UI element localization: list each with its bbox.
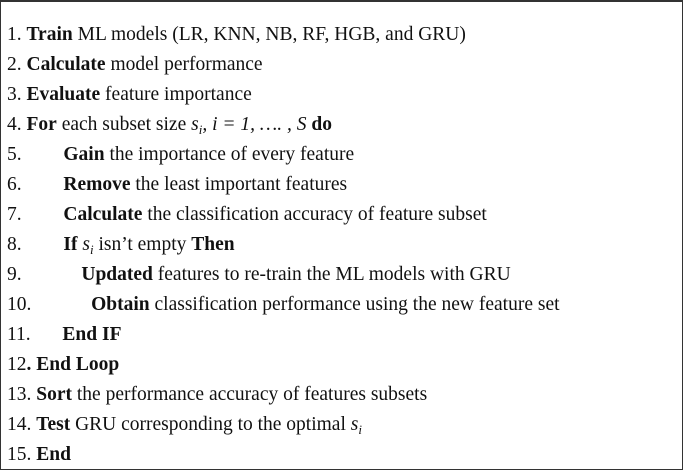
line-text: the performance accuracy of features subsets (76, 384, 428, 405)
keyword: Evaluate (26, 84, 101, 105)
line-number: 13. (7, 384, 32, 405)
line-number: 2. (7, 54, 22, 75)
algorithm-line-15 (7, 443, 71, 467)
keyword: End (36, 444, 71, 465)
line-text: each subset size (61, 114, 187, 135)
keyword: For (26, 114, 57, 135)
algorithm-line-11 (7, 323, 121, 347)
keyword: Remove (63, 174, 131, 195)
line-number: 9. (7, 264, 22, 285)
keyword: Then (191, 234, 235, 255)
math-expression: , i = 1, …. , S (202, 114, 307, 135)
line-text: the least important features (135, 174, 348, 195)
keyword: Updated (81, 264, 153, 285)
algorithm-line-4 (7, 113, 332, 142)
line-number: 15. (7, 444, 32, 465)
algorithm-line-1 (7, 23, 466, 47)
keyword: do (311, 114, 332, 135)
line-text: the importance of every feature (109, 144, 355, 165)
math-subscript: i (358, 422, 362, 437)
line-number: 8. (7, 234, 22, 255)
algorithm-line-2 (7, 53, 263, 77)
line-number: 12 (7, 354, 27, 375)
math-variable: s (82, 234, 90, 255)
algorithm-line-10 (7, 293, 560, 317)
algorithm-line-14 (7, 413, 362, 442)
algorithm-line-8 (7, 233, 235, 262)
algorithm-line-5 (7, 143, 354, 167)
line-number: 1. (7, 24, 22, 45)
keyword: Sort (36, 384, 72, 405)
math-variable: s (350, 414, 359, 435)
keyword: Calculate (26, 54, 106, 75)
line-text: model performance (110, 54, 263, 75)
line-text: ML models (LR, KNN, NB, RF, HGB, and GRU) (77, 24, 466, 45)
keyword: End IF (62, 324, 122, 345)
line-number: 7. (7, 204, 22, 225)
keyword: Train (26, 24, 73, 45)
line-number: 6. (7, 174, 22, 195)
line-text: feature importance (105, 84, 252, 105)
line-text: classification performance using the new feature set (154, 294, 560, 315)
line-text: GRU corresponding to the optimal (75, 414, 346, 435)
keyword: Test (36, 414, 71, 435)
keyword: Gain (63, 144, 105, 165)
line-number: 5. (7, 144, 22, 165)
keyword: Calculate (63, 204, 143, 225)
line-text: isn’t empty (98, 234, 187, 255)
math-subscript: i (89, 242, 94, 257)
line-text: the classification accuracy of feature subset (147, 204, 487, 225)
keyword: If (63, 234, 78, 255)
math-subscript: i (198, 122, 203, 137)
algorithm-line-13 (7, 383, 427, 407)
keyword: Obtain (91, 294, 150, 315)
line-number: 11. (7, 324, 31, 345)
line-number: 4. (7, 114, 22, 135)
algorithm-line-6 (7, 173, 347, 197)
algorithm-line-3 (7, 83, 252, 107)
line-number: 3. (7, 84, 22, 105)
line-number: 10. (7, 294, 32, 315)
math-variable: s (191, 114, 199, 135)
algorithm-line-7 (7, 203, 487, 227)
keyword: . End Loop (26, 354, 120, 375)
line-text: features to re-train the ML models with GRU (157, 264, 511, 285)
algorithm-line-12 (7, 353, 119, 377)
algorithm-line-9 (7, 263, 511, 287)
line-number: 14. (7, 414, 32, 435)
